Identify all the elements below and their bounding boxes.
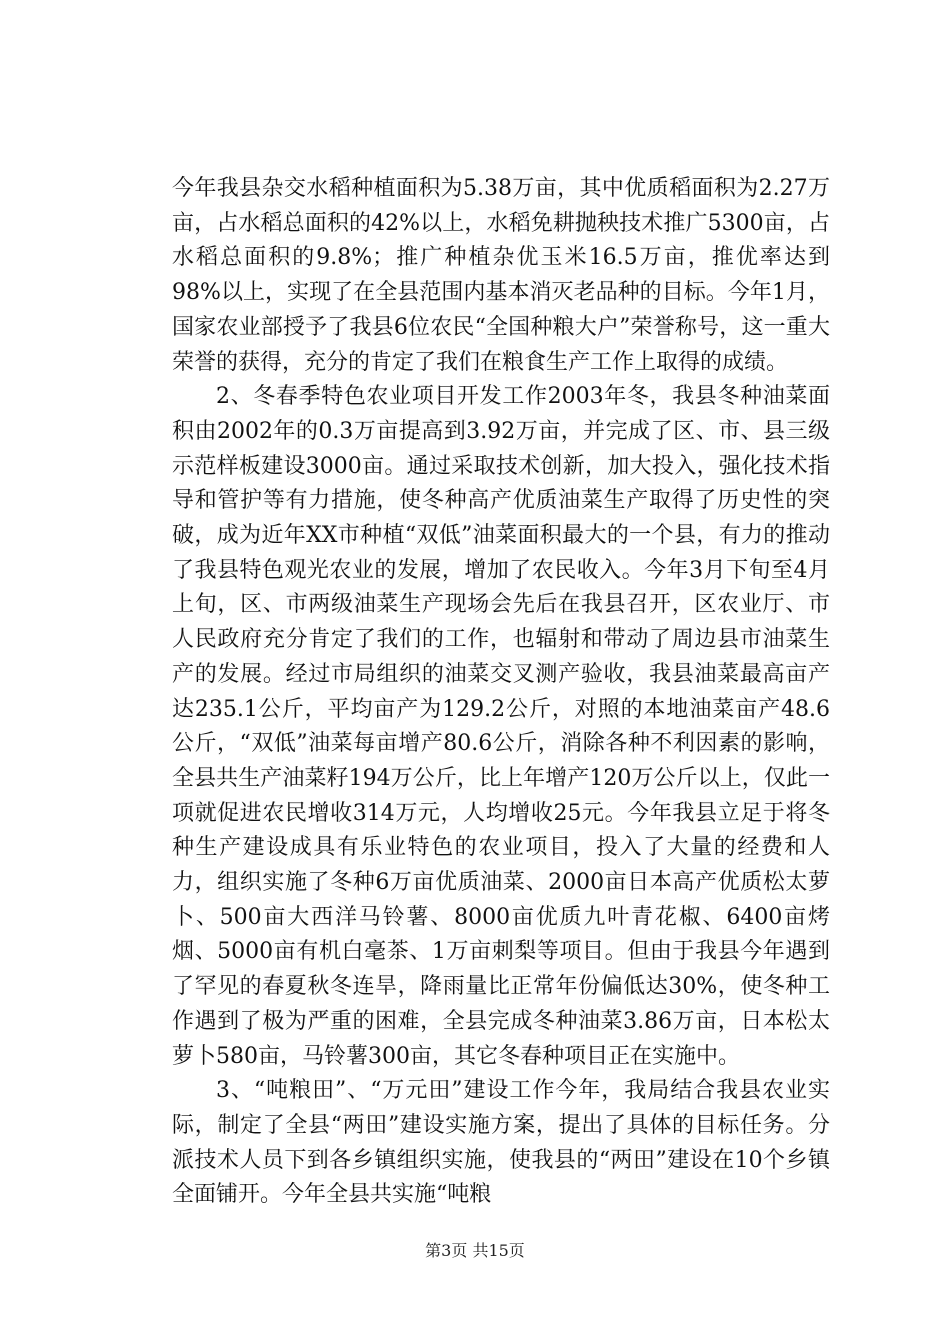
document-body — [172, 172, 830, 1213]
paragraph-two-fields-construction: 3、“吨粮田”、“万元田”建设工作今年，我局结合我县农业实际，制定了全县“两田”建设实施方案，提出了具体的目标任务。分派技术人员下到各乡镇组织实施，使我县的“两田”建设在10个乡镇全面铺开。今年全县共实施“吨粮 — [172, 1078, 830, 1208]
paragraph-grain-production: 今年我县杂交水稻种植面积为5.38万亩，其中优质稻面积为2.27万亩，占水稻总面积的42%以上，水稻免耕抛秧技术推广5300亩，占水稻总面积的9.8%；推广种植杂优玉米16.5万亩，推优率达到98%以上，实现了在全县范围内基本消灭老品种的目标。今年1月，国家农业部授予了我县6位农民“全国种粮大户”荣誉称号，这一重大荣誉的获得，充分的肯定了我们在粮食生产工作上取得的成绩。 — [172, 176, 830, 375]
paragraph-winter-spring-projects: 2、冬春季特色农业项目开发工作2003年冬，我县冬种油菜面积由2002年的0.3万亩提高到3.92万亩，并完成了区、市、县三级示范样板建设3000亩。通过采取技术创新，加大投入，强化技术指导和管护等有力措施，使冬种高产优质油菜生产取得了历史性的突破，成为近年XX市种植“双低”油菜面积最大的一个县，有力的推动了我县特色观光农业的发展，增加了农民收入。今年3月下旬至4月上旬，区、市两级油菜生产现场会先后在我县召开，区农业厅、市人民政府充分肯定了我们的工作，也辐射和带动了周边县市油菜生产的发展。经过市局组织的油菜交叉测产验收，我县油菜最高亩产达235.1公斤，平均亩产为129.2公斤，对照的本地油菜亩产48.6公斤，“双低”油菜每亩增产80.6公斤，消除各种不利因素的影响，全县共生产油菜籽194万公斤，比上年增产120万公斤以上，仅此一项就促进农民增收314万元，人均增收25元。今年我县立足于将冬种生产建设成具有乐业特色的农业项目，投入了大量的经费和人力，组织实施了冬种6万亩优质油菜、2000亩日本高产优质松太萝卜、500亩大西洋马铃薯、8000亩优质九叶青花椒、6400亩烤烟、5000亩有机白毫茶、1万亩刺梨等项目。但由于我县今年遇到了罕见的春夏秋冬连旱，降雨量比正常年份偏低达30%，使冬种工作遇到了极为严重的困难，全县完成冬种油菜3.86万亩，日本松太萝卜580亩，马铃薯300亩，其它冬春种项目正在实施中。 — [172, 384, 830, 1069]
page-footer: 第3页 共15页 — [425, 1241, 525, 1260]
